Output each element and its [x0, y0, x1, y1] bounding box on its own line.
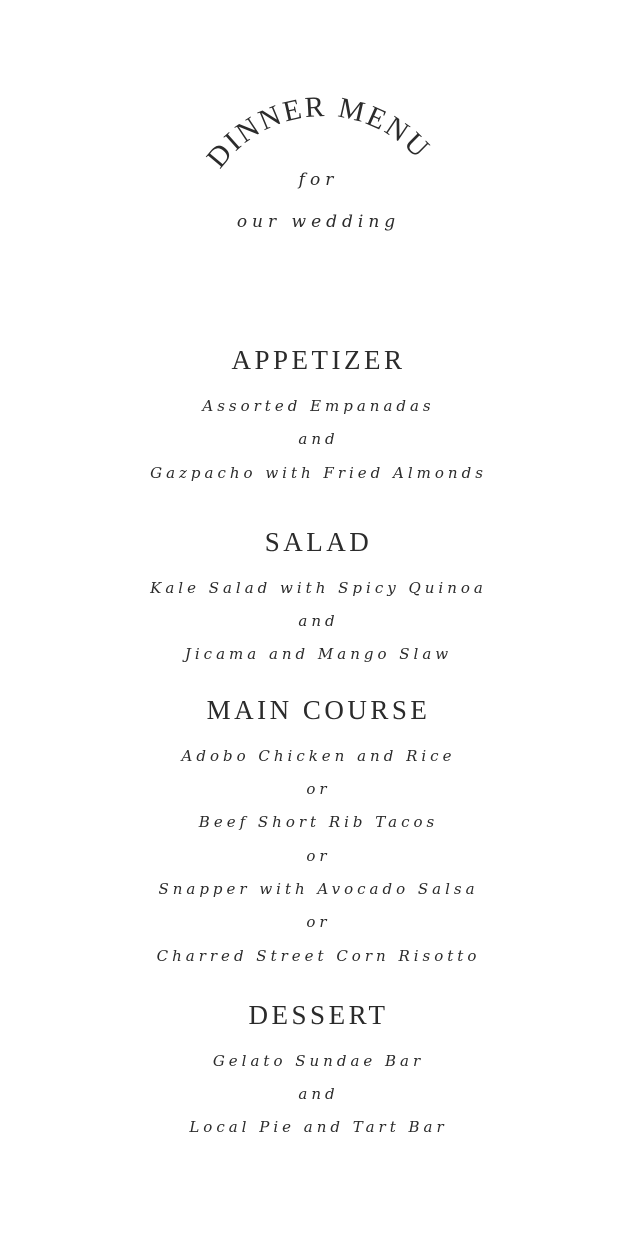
section-main-course — [0, 692, 637, 973]
section-title: APPETIZER — [231, 345, 406, 375]
menu-item: Gelato Sundae Bar — [212, 1051, 425, 1070]
menu-sections — [0, 342, 637, 1145]
section-salad — [0, 524, 637, 672]
menu-item: Snapper with Avocado Salsa — [158, 879, 479, 898]
menu-connector: or — [306, 913, 331, 932]
menu-item: Beef Short Rib Tacos — [198, 813, 439, 832]
menu-item: Charred Street Corn Risotto — [156, 946, 481, 965]
section-title: SALAD — [264, 526, 373, 557]
menu-item: Gazpacho with Fried Almonds — [150, 463, 487, 482]
menu-connector: and — [298, 612, 339, 631]
menu-item: Local Pie and Tart Bar — [189, 1118, 448, 1137]
menu-connector: and — [298, 430, 339, 449]
menu-connector: and — [298, 1085, 339, 1104]
menu-title-text: DINNER MENU — [200, 92, 437, 175]
menu-title-arc — [168, 92, 468, 212]
menu-title — [201, 92, 437, 174]
wedding-subtitle: our wedding — [236, 212, 401, 232]
menu-item: Adobo Chicken and Rice — [181, 746, 456, 765]
menu-connector: or — [306, 846, 331, 865]
section-title: DESSERT — [248, 999, 389, 1030]
menu-item: Kale Salad with Spicy Quinoa — [150, 578, 487, 597]
section-appetizer — [0, 342, 637, 490]
section-title: MAIN COURSE — [206, 694, 431, 725]
section-dessert — [0, 997, 637, 1145]
for-text: for — [298, 170, 339, 190]
menu-item: Assorted Empanadas — [202, 397, 435, 415]
menu-item: Jicama and Mango Slaw — [184, 645, 453, 664]
menu-connector: or — [306, 780, 331, 799]
